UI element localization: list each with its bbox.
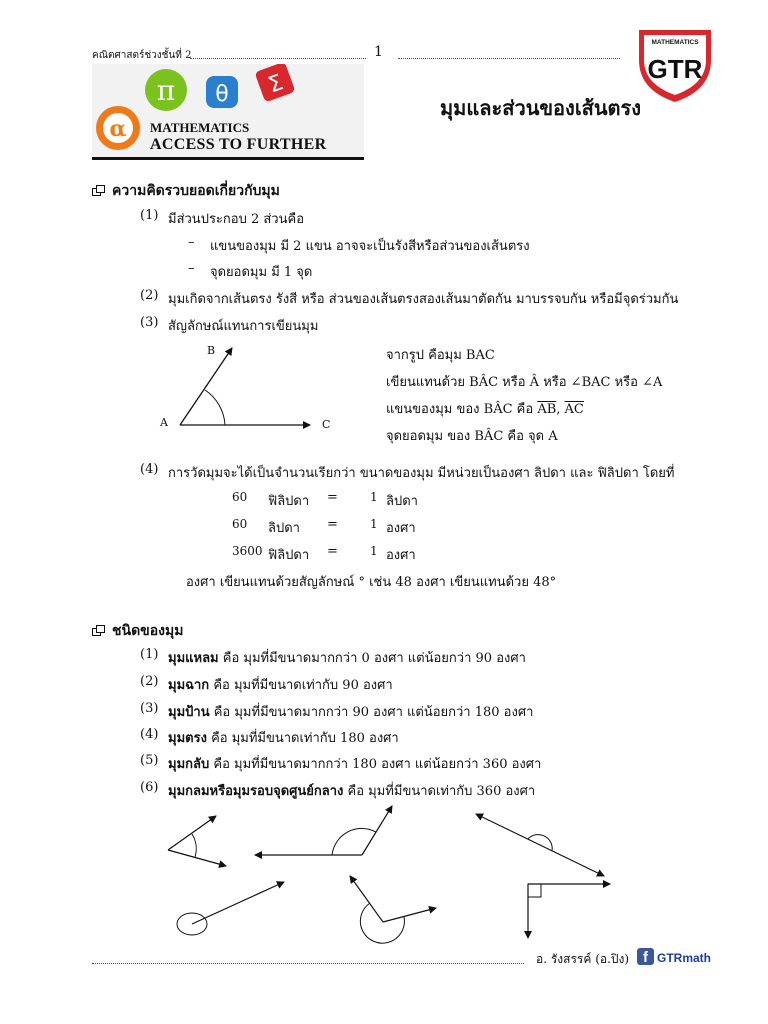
reflex-angle [350,876,436,943]
conv-row-2-a: 60 [232,517,248,531]
header-page-number: 1 [374,44,383,60]
s1-item1a-dash: – [188,235,195,250]
conv-row-3-a: 3600 [232,544,263,558]
header-dots-right [398,58,620,59]
conv-row-2-b: ลิปดา [268,521,300,536]
right-angle [528,884,610,938]
s2-item4-num: (4) [140,727,159,742]
window-icon [92,625,104,636]
s1-desc4: จุดยอดมุม ของ BÂC คือ จุด A [386,429,558,444]
s1-item1-num: (1) [140,208,159,223]
s1-item4-text: การวัดมุมจะได้เป็นจำนวนเรียกว่า ขนาดของมุม มีหน่วยเป็นองศา ลิปดา และ ฟิลิปดา โดยที่ [168,466,675,481]
angle-type-name: มุมแหลม [168,651,219,666]
angle-type-name: มุมกลมหรือมุมรอบจุดศูนย์กลาง [168,784,344,799]
degree-note: องศา เขียนแทนด้วยสัญลักษณ์ ° เช่น 48 องศา เขียนแทนด้วย 48° [186,575,557,590]
s1-item1-text: มีส่วนประกอบ 2 ส่วนคือ [168,212,304,227]
straight-angle [476,814,604,876]
s1-item1b-dash: – [188,261,195,276]
conv-row-1-b: ฟิลิปดา [268,494,310,509]
s1-desc1: จากรูป คือมุม BAC [386,348,495,363]
s2-item1-num: (1) [140,647,159,662]
section1-heading: ความคิดรวบยอดเกี่ยวกับมุม [92,180,280,202]
s2-item6-num: (6) [140,780,159,795]
angle-type-name: มุมป้าน [168,705,210,720]
s2-item5: มุมกลับ คือ มุมที่มีขนาดมากกว่า 180 องศา แต่น้อยกว่า 360 องศา [168,757,542,772]
conv-row-1-a: 60 [232,490,248,504]
s2-item3-num: (3) [140,701,159,716]
conv-row-3-d: องศา [386,548,416,563]
s1-item3-text: สัญลักษณ์แทนการเขียนมุม [168,319,319,334]
footer-brand: GTRmath [657,951,711,965]
s2-item3: มุมป้าน คือ มุมที่มีขนาดมากกว่า 90 องศา แต่น้อยกว่า 180 องศา [168,705,534,720]
s1-item2-num: (2) [140,288,159,303]
header-subject: คณิตศาสตร์ช่วงชั้นที่ 2 [92,50,192,61]
alpha-icon: α [109,116,127,142]
banner [92,64,364,160]
conv-row-3-b: ฟิลิปดา [268,548,310,563]
s1-item1b-text: จุดยอดมุม มี 1 จุด [210,265,313,280]
angle-type-name: มุมฉาก [168,678,210,693]
conv-row-2-d: องศา [386,521,416,536]
conv-row-1-c: 1 [370,490,378,504]
gtr-logo-text: MATHEMATICS [651,39,699,46]
conv-row-3-eq: = [327,544,338,559]
header-dots-left [190,58,366,59]
segment-ac: $\overline{AC}$ [564,402,584,417]
conv-row-1-d: ลิปดา [386,494,418,509]
conv-row-2-c: 1 [370,517,378,531]
sigma-icon: Σ [265,70,287,99]
segment-ab: $\overline{AB}$ [537,402,557,417]
s1-item2-text: มุมเกิดจากเส้นตรง รังสี หรือ ส่วนของเส้นตรงสองเส้นมาตัดกัน มาบรรจบกัน หรือมีจุดร่วมกัน [168,292,679,307]
s2-item2: มุมฉาก คือ มุมที่มีขนาดเท่ากับ 90 องศา [168,678,393,693]
conv-row-3-c: 1 [370,544,378,558]
window-icon [92,185,104,196]
section2-heading: ชนิดของมุม [92,620,183,642]
s1-desc3: แขนของมุม ของ BÂC คือ $\overline{AB}$, $\overline{AC}$ [386,402,584,417]
s2-item4: มุมตรง คือ มุมที่มีขนาดเท่ากับ 180 องศา [168,731,399,746]
footer-dots [92,963,524,964]
angle-type-name: มุมกลับ [168,757,210,772]
s2-item6: มุมกลมหรือมุมรอบจุดศูนย์กลาง คือ มุมที่มีขนาดเท่ากับ 360 องศา [168,784,536,799]
gtr-logo-badge: GTR [647,54,703,84]
acute-angle [168,816,226,866]
conv-row-1-eq: = [327,490,338,505]
angle-type-name: มุมตรง [168,731,207,746]
full-angle [177,882,284,935]
conv-row-2-eq: = [327,517,338,532]
obtuse-angle [255,806,392,855]
facebook-icon: f [637,948,654,965]
banner-line1: MATHEMATICS [150,120,250,135]
pi-icon: π [156,74,176,107]
s1-item4-num: (4) [140,462,159,477]
s2-item2-num: (2) [140,674,159,689]
gtr-logo [635,20,715,104]
label-c: C [322,418,331,431]
footer-author: อ. รังสรรค์ (อ.ปิง) [536,952,630,966]
label-b: B [207,344,216,357]
s2-item1: มุมแหลม คือ มุมที่มีขนาดมากกว่า 0 องศา แต่น้อยกว่า 90 องศา [168,651,526,666]
page-title: มุมและส่วนของเส้นตรง [440,96,642,120]
s2-item5-num: (5) [140,753,159,768]
angle-bac-diagram [150,340,350,440]
banner-line2: ACCESS TO FURTHER [150,136,327,153]
s1-item3-num: (3) [140,315,159,330]
theta-icon: θ [215,82,229,107]
angle-types-diagram [140,800,640,950]
s1-desc2: เขียนแทนด้วย BÂC หรือ Â หรือ ∠BAC หรือ ∠A [386,375,663,390]
label-a: A [160,416,168,429]
s1-item1a-text: แขนของมุม มี 2 แขน อาจจะเป็นรังสีหรือส่วนของเส้นตรง [210,239,530,254]
